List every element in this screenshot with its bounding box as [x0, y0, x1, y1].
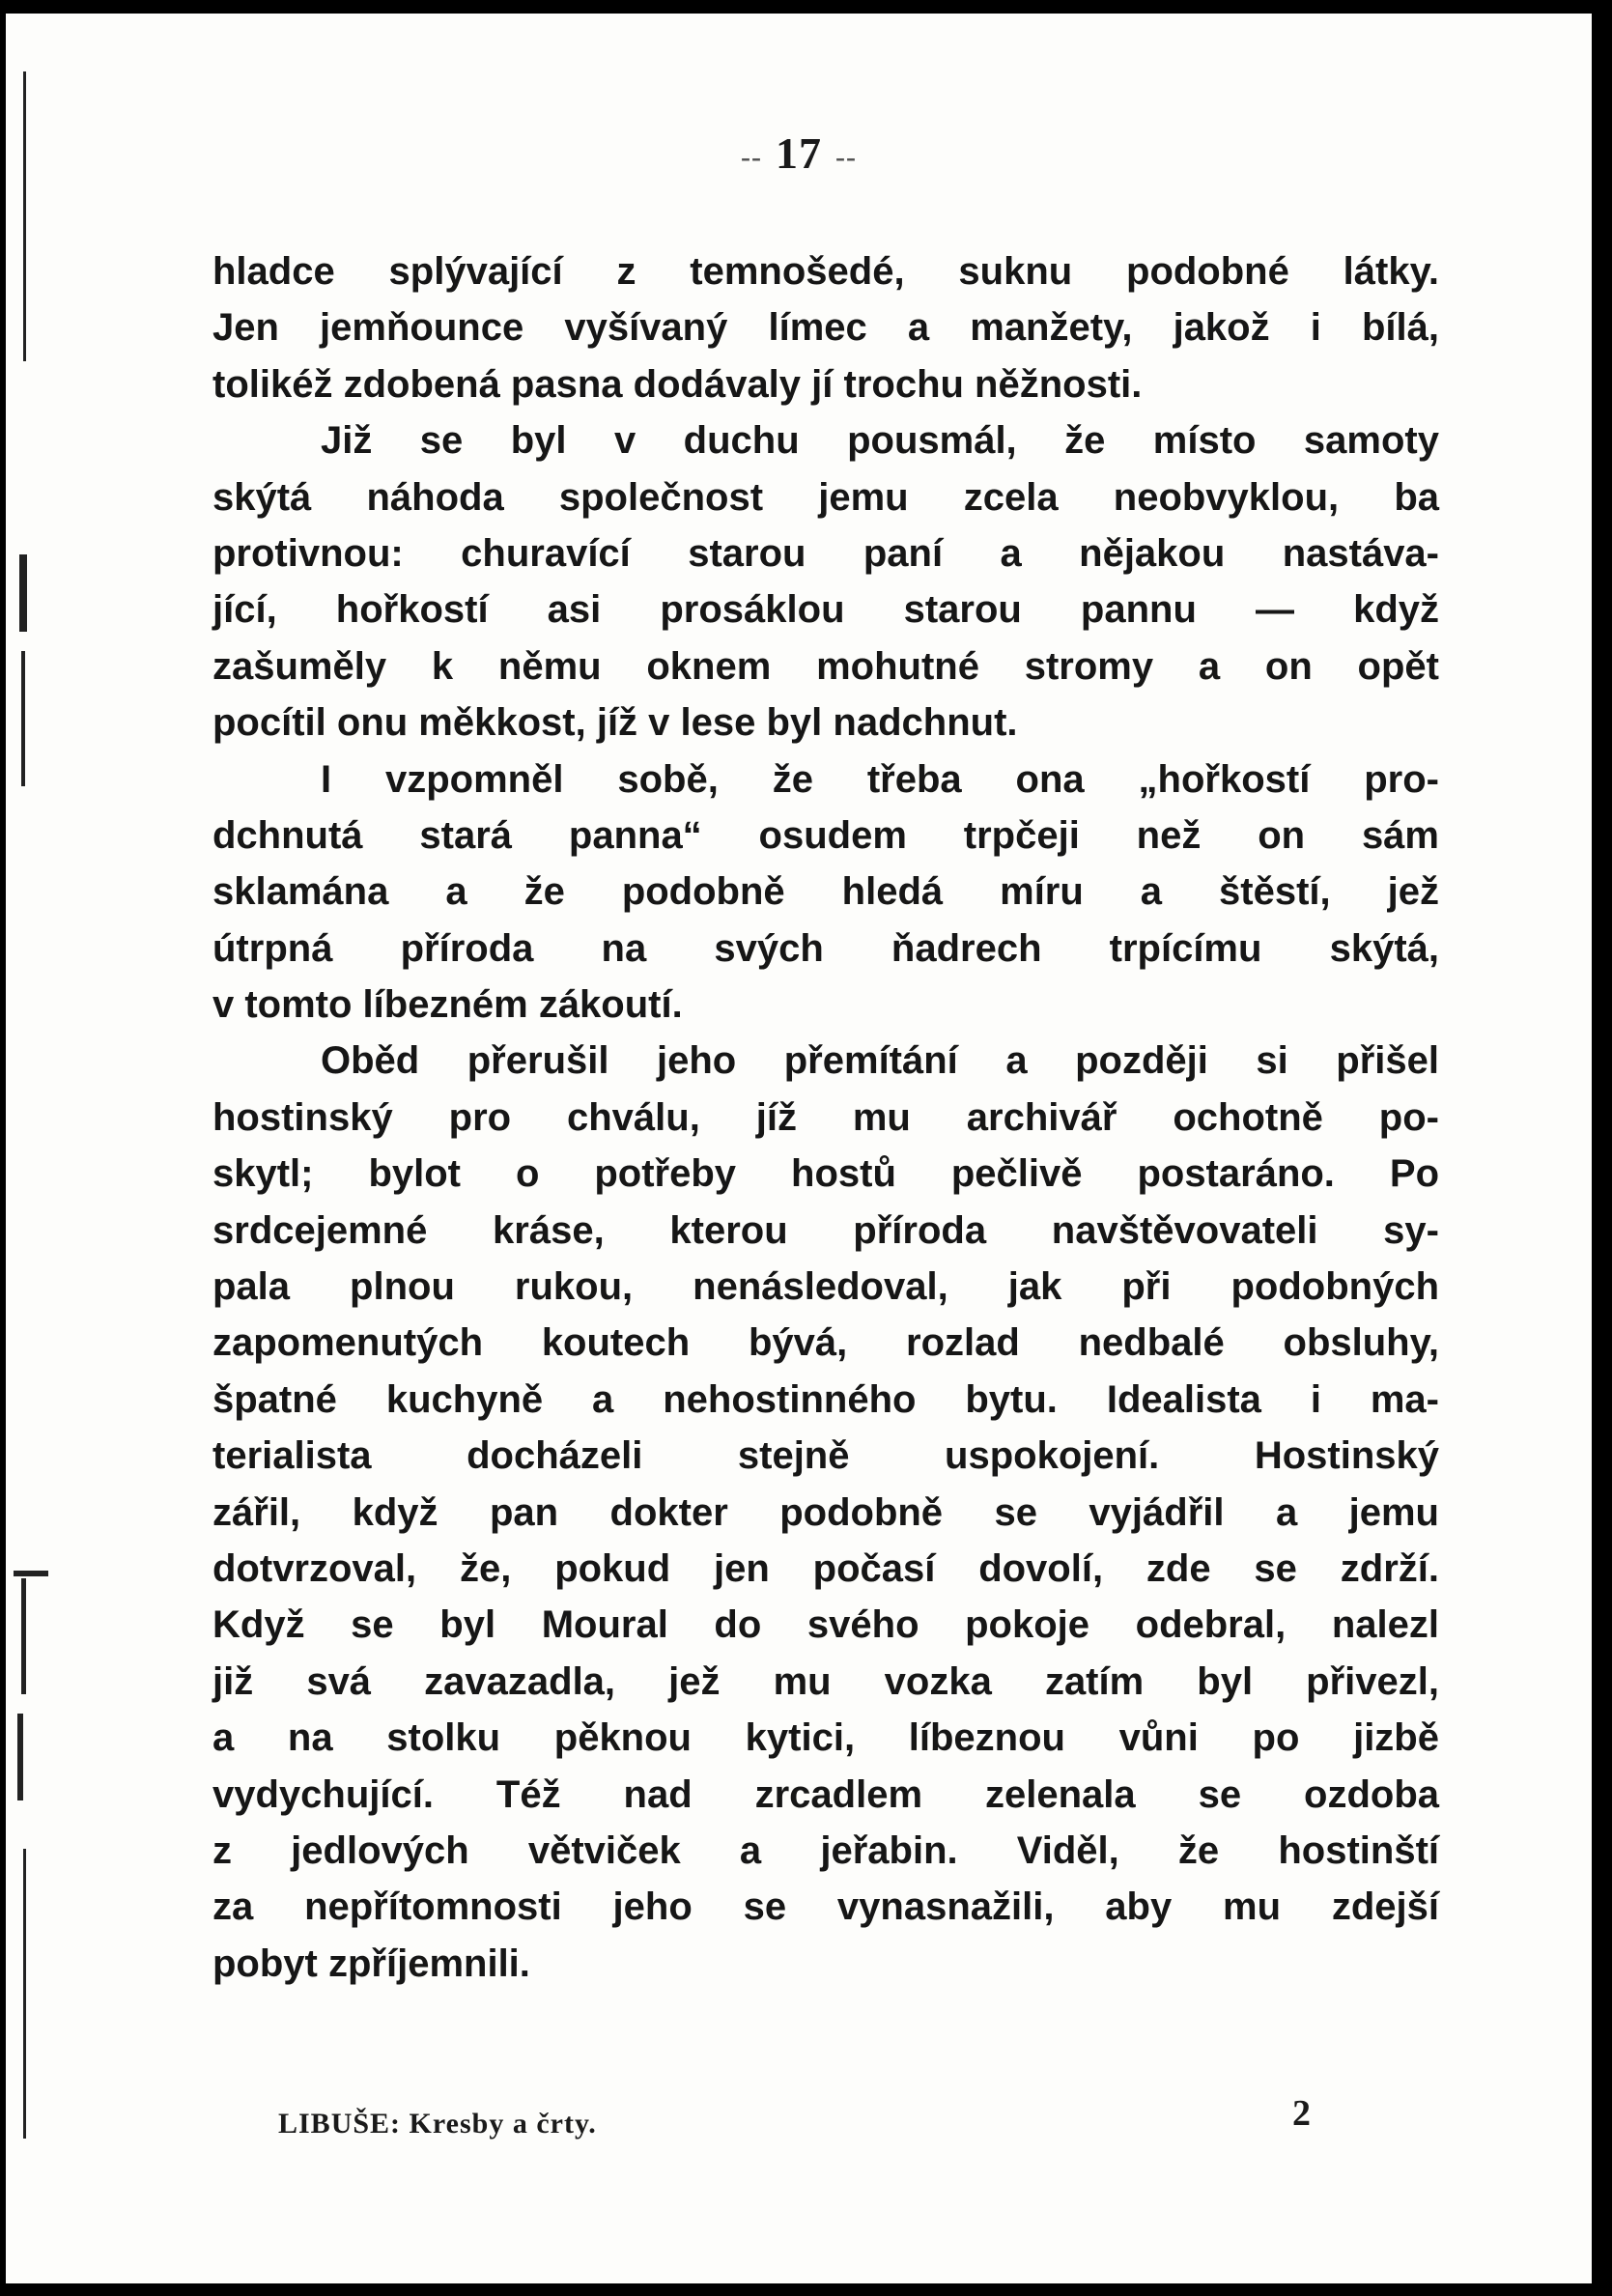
text-line: terialista docházeli stejně uspokojení. Hostinský — [212, 1434, 1439, 1478]
binding-edge — [6, 14, 44, 2283]
book-page — [6, 14, 1592, 2283]
text-line: hostinský pro chválu, jíž mu archivář ochotně po- — [212, 1095, 1439, 1139]
binding-mark — [21, 651, 25, 786]
text-line: dotvrzoval, že, pokud jen počasí dovolí, zde se zdrží. — [212, 1546, 1439, 1590]
text-line: sklamána a že podobně hledá míru a štěstí, jež — [212, 870, 1439, 914]
text-line: hladce splývající z temnošedé, suknu podobné látky. — [212, 250, 1439, 293]
page-number-dash-left: -- — [741, 141, 762, 174]
binding-mark — [23, 71, 26, 361]
text-line: zářil, když pan dokter podobně se vyjádřil a jemu — [212, 1490, 1439, 1534]
text-line: vydychující. Též nad zrcadlem zelenala se ozdoba — [212, 1772, 1439, 1816]
text-line: z jedlových větviček a jeřabin. Viděl, že hostinští — [212, 1828, 1439, 1872]
text-line: Když se byl Moural do svého pokoje odebral, nalezl — [212, 1603, 1439, 1647]
text-line: dchnutá stará panna“ osudem trpčeji než on sám — [212, 813, 1439, 857]
text-line: pobyt zpříjemnili. — [212, 1942, 530, 1985]
text-line: protivnou: churavící starou paní a nějakou nastáva- — [212, 531, 1439, 575]
binding-mark — [17, 1714, 23, 1800]
text-line: útrpná příroda na svých ňadrech trpícímu skýtá, — [212, 926, 1439, 970]
paragraph — [212, 412, 1439, 751]
binding-mark — [19, 554, 27, 632]
binding-mark — [21, 1578, 26, 1694]
text-line: Jen jemňounce vyšívaný límec a manžety, jakož i bílá, — [212, 306, 1439, 350]
text-line: Již se byl v duchu pousmál, že místo samoty — [321, 419, 1439, 463]
text-line: I vzpomněl sobě, že třeba ona „hořkostí pro- — [321, 757, 1439, 801]
paragraph — [212, 751, 1439, 1034]
page-number — [6, 128, 1592, 179]
text-line: zapomenutých koutech bývá, rozlad nedbalé obsluhy, — [212, 1321, 1439, 1365]
text-line: v tomto líbezném zákoutí. — [212, 983, 683, 1027]
text-line: zašuměly k němu oknem mohutné stromy a on opět — [212, 644, 1439, 688]
paragraph — [212, 1033, 1439, 1992]
text-line: Oběd přerušil jeho přemítání a později si přišel — [321, 1039, 1439, 1083]
paragraph — [212, 243, 1439, 412]
text-line: jící, hořkostí asi prosáklou starou pannu — když — [212, 588, 1439, 632]
text-line: již svá zavazadla, jež mu vozka zatím byl přivezl, — [212, 1659, 1439, 1703]
page-number-value: 17 — [776, 128, 822, 178]
page-number-dash-right: -- — [835, 141, 857, 174]
text-line: skytl; bylot o potřeby hostů pečlivě postaráno. Po — [212, 1152, 1439, 1196]
sheet-number: 2 — [1292, 2093, 1311, 2134]
text-line: za nepřítomnosti jeho se vynasnažili, aby mu zdejší — [212, 1885, 1439, 1929]
binding-mark — [14, 1571, 48, 1576]
text-line: srdcejemné kráse, kterou příroda navštěvovateli sy- — [212, 1208, 1439, 1252]
text-line: pocítil onu měkkost, jíž v lese byl nadchnut. — [212, 701, 1018, 745]
footer-signature: LIBUŠE: Kresby a črty. — [278, 2108, 597, 2140]
text-line: tolikéž zdobená pasna dodávaly jí trochu něžnosti. — [212, 362, 1143, 406]
text-line: skýtá náhoda společnost jemu zcela neobvyklou, ba — [212, 475, 1439, 519]
binding-mark — [23, 1849, 26, 2139]
text-line: špatné kuchyně a nehostinného bytu. Idealista i ma- — [212, 1377, 1439, 1421]
text-line: pala plnou rukou, nenásledoval, jak při podobných — [212, 1265, 1439, 1309]
text-line: a na stolku pěknou kytici, líbeznou vůni po jizbě — [212, 1716, 1439, 1760]
body-text — [212, 243, 1439, 1992]
